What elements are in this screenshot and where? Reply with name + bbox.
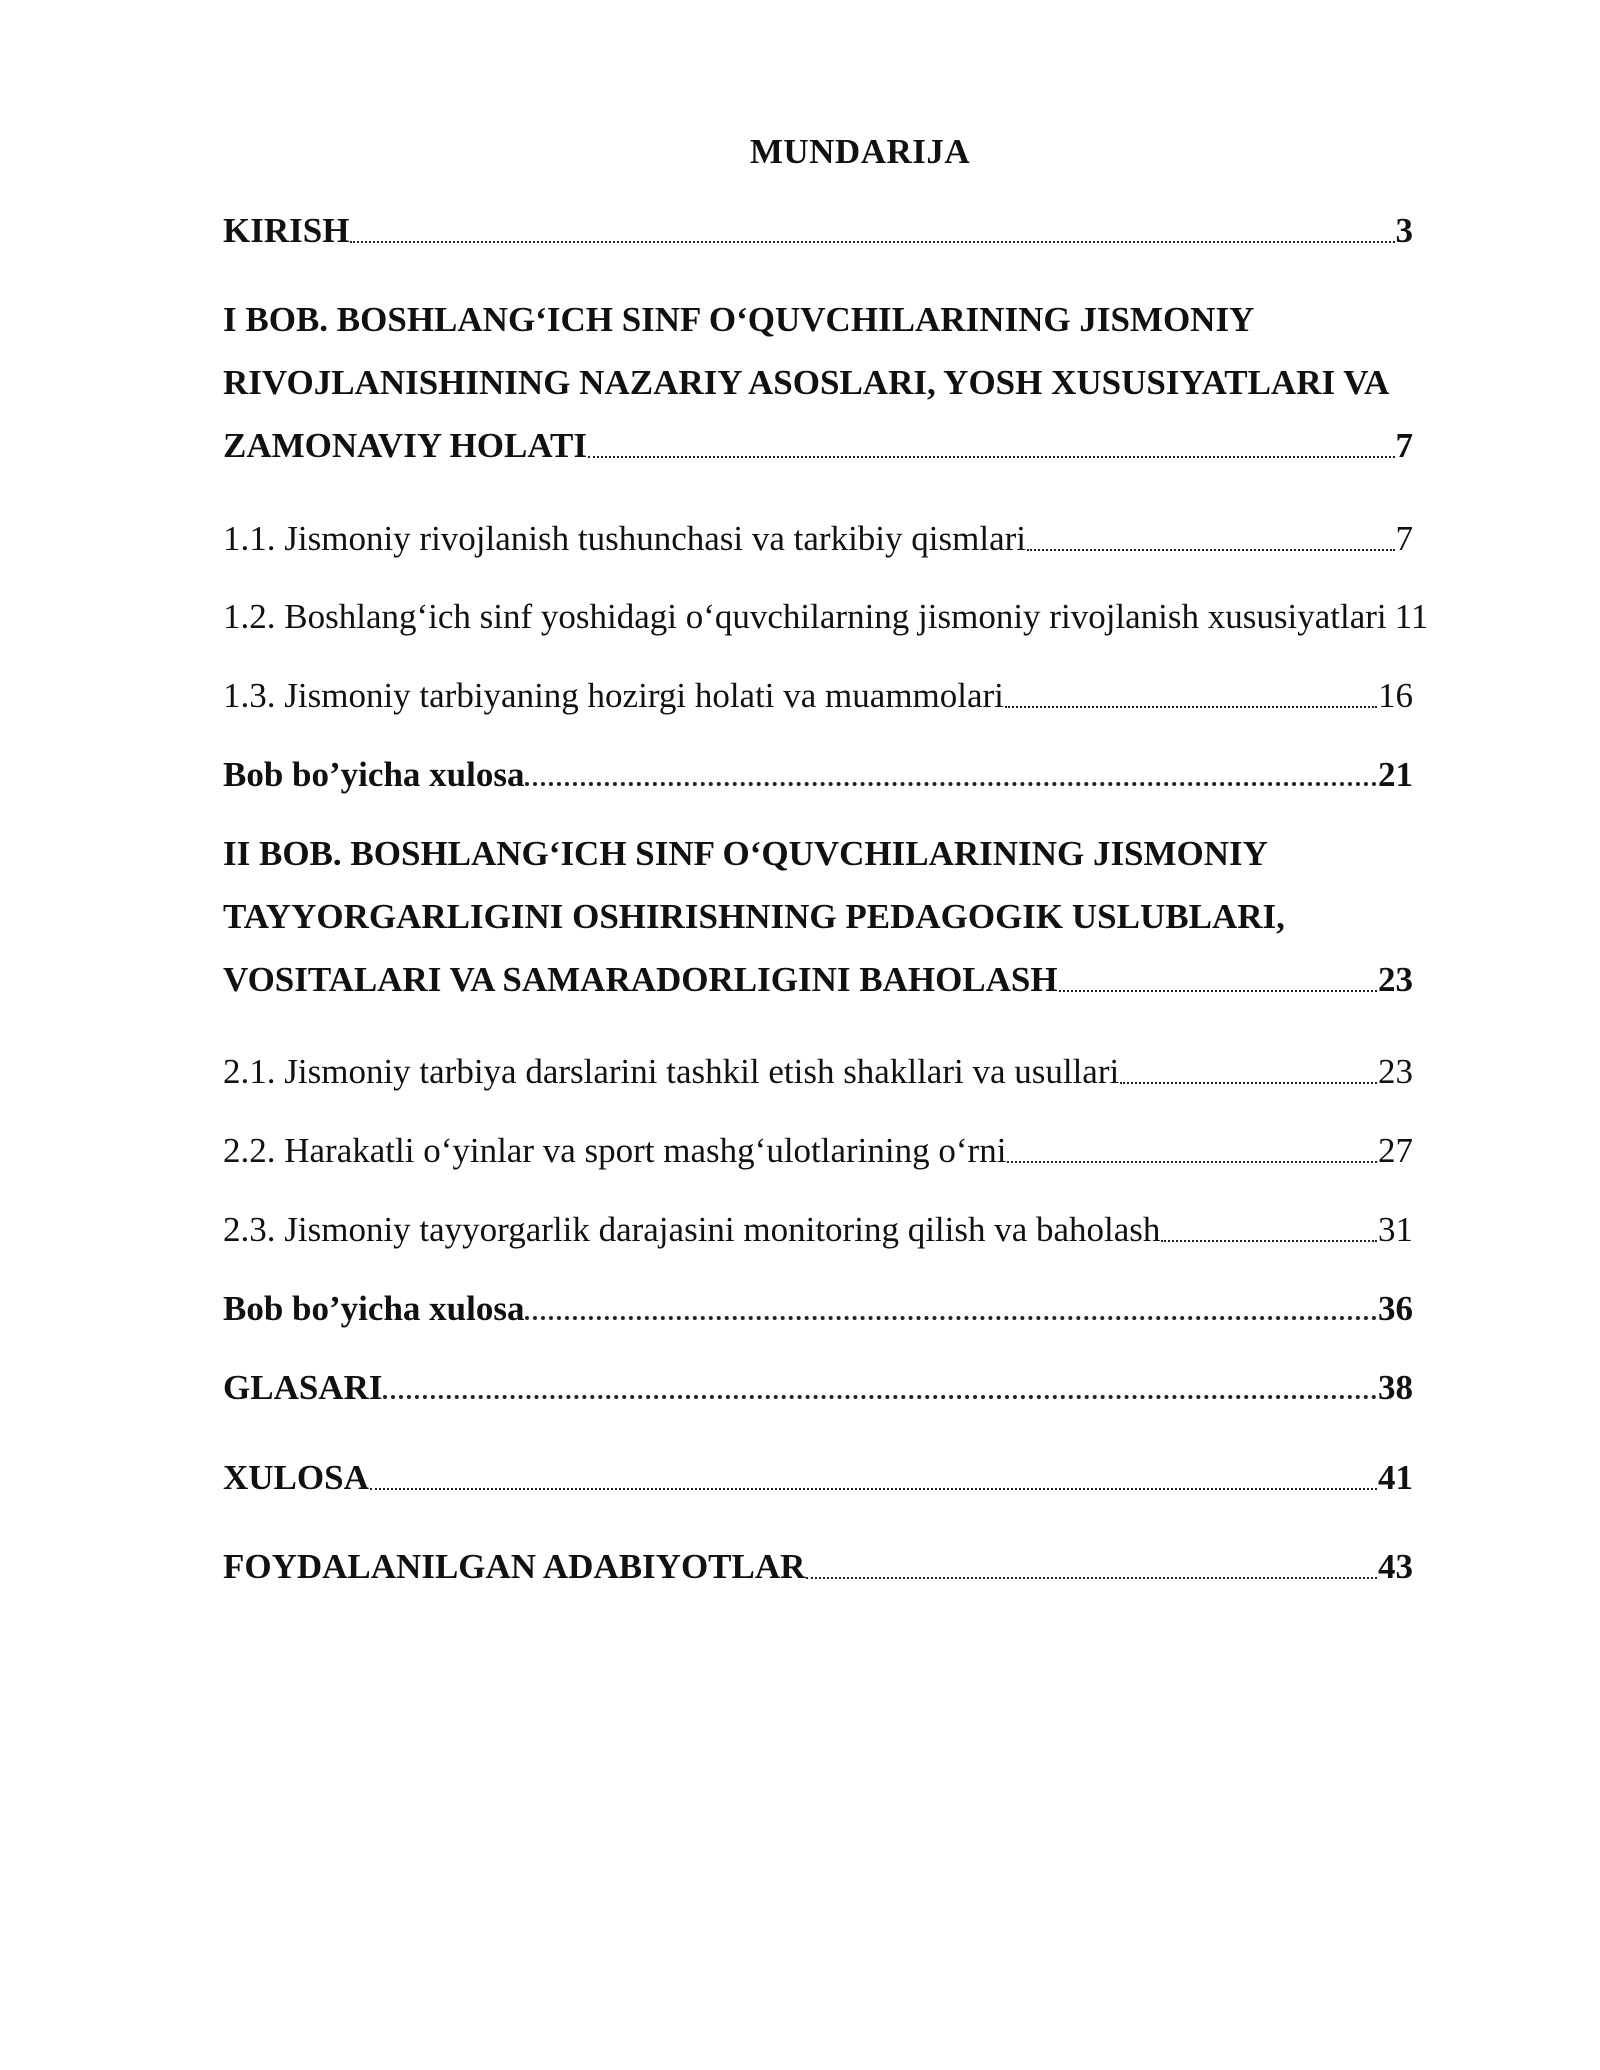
toc-entry-section-1-1 [223, 507, 1413, 570]
toc-entry-line: ZAMONAVIY HOLATI [223, 426, 587, 465]
toc-page-number: 16 [1378, 676, 1413, 715]
toc-entry-references [223, 1535, 1413, 1598]
toc-entry-text: Bob bo’yicha xulosa [223, 755, 525, 794]
toc-page-number: 3 [1395, 211, 1413, 250]
toc-page-number: 23 [1378, 960, 1413, 999]
toc-entry-text: KIRISH [223, 211, 350, 250]
toc-page-number: 21 [1378, 755, 1413, 794]
toc-entry-text: 1.2. Boshlang‘ich sinf yoshidagi o‘quvchilarning jismoniy rivojlanish xususiyatlari [223, 597, 1387, 636]
toc-entry-section-1-2 [223, 585, 1523, 648]
toc-page-number: 7 [1395, 519, 1413, 558]
toc-entry-text: 2.1. Jismoniy tarbiya darslarini tashkil etish shakllari va usullari [223, 1052, 1120, 1091]
dot-leader [588, 456, 1395, 458]
toc-entry-line: VOSITALARI VA SAMARADORLIGINI BAHOLASH [223, 960, 1058, 999]
toc-page-number: 11 [1394, 597, 1429, 636]
toc-entry-line: II BOB. BOSHLANG‘ICH SINF O‘QUVCHILARINING JISMONIY [223, 834, 1268, 873]
dot-leader [1059, 990, 1377, 992]
toc-entry-text: 1.3. Jismoniy tarbiyaning hozirgi holati va muammolari [223, 676, 1004, 715]
toc-entry-text: Bob bo’yicha xulosa [223, 1289, 525, 1328]
toc-page-number: 38 [1378, 1368, 1413, 1407]
toc-entry-text: FOYDALANILGAN ADABIYOTLAR [223, 1547, 806, 1586]
toc-entry-glossary [223, 1356, 1413, 1419]
dot-leader [370, 1488, 1377, 1490]
toc-page-number: 43 [1378, 1547, 1413, 1586]
dot-leader [1007, 1161, 1377, 1163]
toc-entry-text: 2.3. Jismoniy tayyorgarlik darajasini monitoring qilish va baholash [223, 1210, 1161, 1249]
toc-entry-section-2-1 [223, 1040, 1413, 1103]
toc-entry-chapter-1 [223, 288, 1413, 477]
toc-page-number: 27 [1378, 1131, 1413, 1170]
dot-leader [1027, 549, 1395, 551]
toc-entry-section-2-2 [223, 1119, 1413, 1182]
dot-leader [1005, 706, 1377, 708]
toc-page-number: 31 [1378, 1210, 1413, 1249]
dot-leader [383, 1395, 1377, 1399]
toc-page-number: 7 [1395, 426, 1413, 465]
toc-entry-chapter-1-conclusion [223, 743, 1413, 806]
dot-leader [806, 1577, 1377, 1579]
toc-entry-chapter-2 [223, 822, 1413, 1011]
dot-leader [1161, 1240, 1377, 1242]
toc-entry-kirish [223, 199, 1413, 262]
dot-leader [1120, 1082, 1377, 1084]
toc-entry-chapter-2-conclusion [223, 1277, 1413, 1340]
dot-leader [350, 241, 1394, 243]
toc-entry-text: XULOSA [223, 1458, 369, 1497]
dot-leader [525, 782, 1377, 786]
toc-page-number: 36 [1378, 1289, 1413, 1328]
toc-entry-section-2-3 [223, 1198, 1413, 1261]
toc-entry-text: 1.1. Jismoniy rivojlanish tushunchasi va tarkibiy qismlari [223, 519, 1026, 558]
toc-entry-conclusion [223, 1446, 1413, 1509]
toc-entry-line: RIVOJLANISHINING NAZARIY ASOSLARI, YOSH XUSUSIYATLARI VA [223, 363, 1390, 402]
page-title: MUNDARIJA [749, 132, 971, 171]
toc-entry-line: I BOB. BOSHLANG‘ICH SINF O‘QUVCHILARINING JISMONIY [223, 300, 1255, 339]
toc-entry-text: GLASARI [223, 1368, 383, 1407]
toc-page-number: 23 [1378, 1052, 1413, 1091]
toc-entry-text: 2.2. Harakatli o‘yinlar va sport mashg‘ulotlarining o‘rni [223, 1131, 1007, 1170]
toc-entry-section-1-3 [223, 664, 1413, 727]
toc-entry-line: TAYYORGARLIGINI OSHIRISHNING PEDAGOGIK USLUBLARI, [223, 897, 1285, 936]
dot-leader [525, 1316, 1377, 1320]
toc-page-number: 41 [1378, 1458, 1413, 1497]
